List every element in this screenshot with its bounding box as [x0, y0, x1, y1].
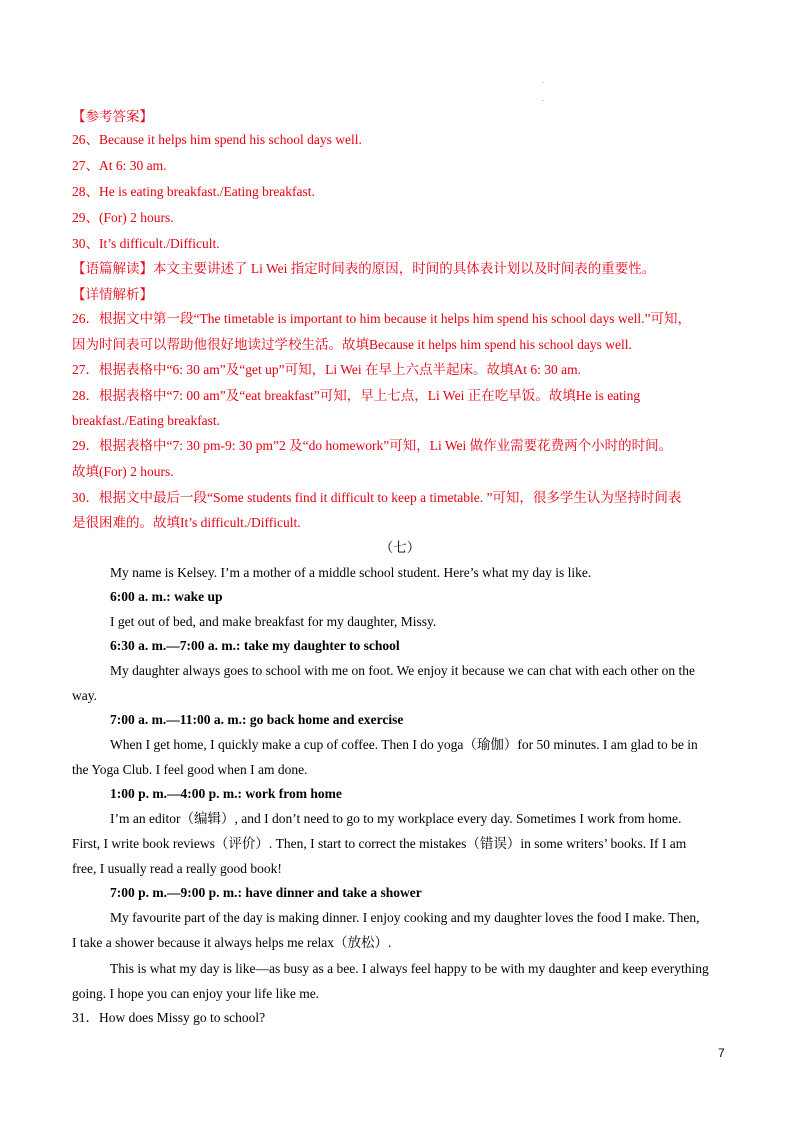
- passage-line: When I get home, I quickly make a cup of coffee. Then I do yoga（瑜伽）for 50 minutes. I am glad to be in: [110, 737, 698, 752]
- passage-line: My favourite part of the day is making dinner. I enjoy cooking and my daughter loves the food I make. Then,: [110, 910, 700, 925]
- detail-heading: 【详情解析】: [72, 287, 153, 302]
- passage-line: going. I hope you can enjoy your life like me.: [72, 986, 320, 1001]
- passage-line: I’m an editor（编辑）, and I don’t need to go to my workplace every day. Sometimes I work from home.: [110, 811, 682, 826]
- passage-line: My daughter always goes to school with me on foot. We enjoy it because we can chat with each other on the: [110, 663, 695, 678]
- summary-text: 【语篇解读】本文主要讲述了 Li Wei 指定时间表的原因，时间的具体表计划以及时间表的重要性。: [72, 261, 656, 276]
- detail-line: 因为时间表可以帮助他很好地读过学校生活。故填Because it helps him spend his school days well.: [72, 337, 632, 352]
- passage-line: First, I write book reviews（评价）. Then, I start to correct the mistakes（错误）in some writers’ books. If I am: [72, 836, 687, 851]
- schedule-heading: 7:00 p. m.—9:00 p. m.: have dinner and take a shower: [110, 885, 422, 900]
- detail-line: breakfast./Eating breakfast.: [72, 413, 221, 428]
- detail-line: 27．根据表格中“6: 30 am”及“get up”可知，Li Wei 在早上六点半起床。故填At 6: 30 am.: [72, 362, 581, 377]
- question-31: 31．How does Missy go to school?: [72, 1010, 266, 1025]
- scan-dot: .: [542, 94, 544, 103]
- passage-line: I get out of bed, and make breakfast for my daughter, Missy.: [110, 614, 437, 629]
- schedule-heading: 6:00 a. m.: wake up: [110, 589, 223, 604]
- page-number: 7: [718, 1046, 725, 1060]
- passage-line: My name is Kelsey. I’m a mother of a middle school student. Here’s what my day is like.: [110, 565, 592, 580]
- answer-heading: 【参考答案】: [72, 109, 153, 124]
- scan-dot: .: [542, 76, 544, 85]
- schedule-heading: 6:30 a. m.—7:00 a. m.: take my daughter to school: [110, 638, 400, 653]
- detail-line: 29．根据表格中“7: 30 pm-9: 30 pm”2 及“do homework”可知，Li Wei 做作业需要花费两个小时的时间。: [72, 438, 673, 453]
- detail-line: 26．根据文中第一段“The timetable is important to him because it helps him spend his school days well.”可知，: [72, 311, 692, 326]
- section-title: （七）: [379, 540, 421, 555]
- answer-26: 26、Because it helps him spend his school days well.: [72, 132, 362, 147]
- detail-line: 30．根据文中最后一段“Some students find it difficult to keep a timetable. ”可知，很多学生认为坚持时间表: [72, 490, 682, 505]
- answer-28: 28、He is eating breakfast./Eating breakfast.: [72, 184, 315, 199]
- passage-line: way.: [72, 688, 97, 703]
- answer-29: 29、(For) 2 hours.: [72, 210, 174, 225]
- schedule-heading: 7:00 a. m.—11:00 a. m.: go back home and exercise: [110, 712, 404, 727]
- detail-line: 故填(For) 2 hours.: [72, 464, 174, 479]
- passage-line: This is what my day is like—as busy as a bee. I always feel happy to be with my daughter and keep everything: [110, 961, 709, 976]
- detail-line: 是很困难的。故填It’s difficult./Difficult.: [72, 515, 301, 530]
- passage-line: free, I usually read a really good book!: [72, 861, 282, 876]
- answer-27: 27、At 6: 30 am.: [72, 158, 167, 173]
- schedule-heading: 1:00 p. m.—4:00 p. m.: work from home: [110, 786, 342, 801]
- passage-line: I take a shower because it always helps me relax（放松）.: [72, 935, 392, 950]
- detail-line: 28．根据表格中“7: 00 am”及“eat breakfast”可知，早上七点，Li Wei 正在吃早饭。故填He is eating: [72, 388, 641, 403]
- answer-30: 30、It’s difficult./Difficult.: [72, 236, 220, 251]
- passage-line: the Yoga Club. I feel good when I am done.: [72, 762, 308, 777]
